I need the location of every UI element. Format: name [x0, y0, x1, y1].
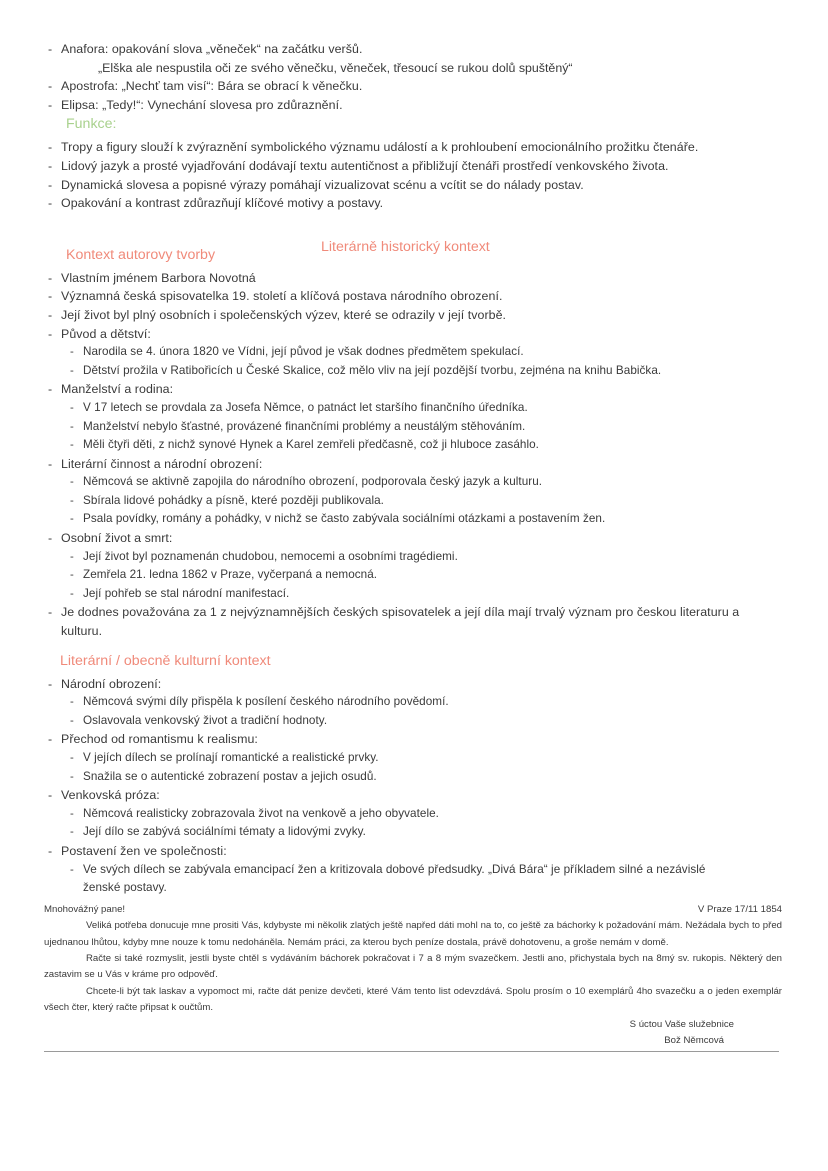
bullet-dash: - — [48, 456, 53, 471]
list-item-text: Němcová svými díly přispěla k posílení českého národního povědomí. — [83, 695, 449, 709]
bullet-dash: - — [70, 439, 74, 452]
bullet-dash: - — [70, 807, 74, 820]
list-item-text: Venkovská próza: — [61, 788, 160, 803]
verse-quote: „Elška ale nespustila oči ze svého věnečku, věneček, třesoucí se rukou dolů spuštěný“ — [98, 60, 573, 75]
list-item — [40, 675, 788, 694]
bullet-dash: - — [70, 770, 74, 783]
list-item-text: Ve svých dílech se zabývala emancipací žen a kritizovala dobové předsudky. „Divá Bára“ je příkladem silné a nezávislé ženské postavy. — [83, 862, 706, 895]
letter-paragraph: Veliká potřeba donucuje mne prositi Vás, kdybyste mi několik zlatých ještě napřed dáti mohl na to, co ještě za báchorky k požadování mám. Nežádala bych to před ujednanou lhůtou, kdyby mne nouze k tomu nedoháněla. Nemám práci, za kterou bych peníze dostala, právě dohotovenu, a groše nemám v domě. — [44, 920, 782, 948]
heading-kontext-autorovy-tvorby: Kontext autorovy tvorby — [66, 246, 216, 263]
list-item — [40, 40, 788, 59]
list-item — [40, 548, 788, 567]
list-item-text: Elipsa: „Tedy!“: Vynechání slovesa pro zdůraznění. — [61, 97, 343, 112]
bullet-dash: - — [70, 346, 74, 359]
list-item-text: Osobní život a smrt: — [61, 531, 173, 546]
list-item — [40, 455, 788, 474]
bullet-dash: - — [48, 42, 53, 56]
bullet-dash: - — [48, 326, 53, 341]
list-item-text: Měli čtyři děti, z nichž synové Hynek a Karel zemřeli předčasně, což ji hluboce zasáhlo. — [83, 438, 539, 452]
list-item — [40, 194, 788, 213]
list-item — [40, 138, 788, 157]
list-item-text: Anafora: opakování slova „věneček“ na začátku veršů. — [61, 42, 363, 56]
list-item — [40, 842, 788, 861]
list-item — [40, 343, 788, 362]
bullet-dash: - — [70, 826, 74, 839]
cultural-context-list — [40, 675, 788, 898]
list-item-text: Je dodnes považována za 1 z nejvýznamnějších českých spisovatelek a její díla mají trvalý význam pro českou literaturu a kulturu. — [61, 605, 740, 639]
list-item — [40, 823, 788, 842]
bullet-dash: - — [48, 843, 53, 858]
bullet-dash: - — [70, 714, 74, 727]
list-item — [40, 712, 788, 731]
letter-signature: Bož Němcová — [664, 1035, 724, 1046]
list-item-text: Lidový jazyk a prosté vyjadřování dodávají textu autentičnost a přibližují čtenáři prostředí venkovského života. — [61, 158, 669, 173]
list-item-text: Přechod od romantismu k realismu: — [61, 732, 258, 747]
bullet-dash: - — [70, 752, 74, 764]
bullet-dash: - — [70, 476, 74, 489]
bullet-dash: - — [48, 788, 53, 803]
list-item — [40, 418, 788, 437]
bullet-dash: - — [70, 696, 74, 709]
bullet-dash: - — [48, 676, 53, 691]
list-item — [40, 157, 788, 176]
bullet-dash: - — [48, 732, 53, 747]
list-item — [40, 529, 788, 548]
list-item-text: Dětství prožila v Ratibořicích u České Skalice, což mělo vliv na její pozdější tvorbu, zejména na knihu Babička. — [83, 363, 662, 377]
context-headings — [40, 237, 788, 265]
list-item — [40, 176, 788, 195]
list-item-text: Snažila se o autentické zobrazení postav a jejich osudů. — [83, 769, 377, 783]
list-item-text: Národní obrození: — [61, 676, 162, 691]
list-item — [40, 492, 788, 511]
letter-place-date: V Praze 17/11 1854 — [697, 903, 782, 915]
list-item-text: V 17 letech se provdala za Josefa Němce, o patnáct let staršího finančního úředníka. — [83, 400, 528, 414]
list-item — [40, 730, 788, 749]
list-item-text: Tropy a figury slouží k zvýraznění symbolického významu událostí a k prohloubení emocionálního prožitku čtenáře. — [61, 140, 699, 155]
letter-closing: S úctou Vaše služebnice — [629, 1018, 734, 1030]
heading-literarne-historicky-kontext: Literárně historický kontext — [321, 238, 490, 255]
heading-literarni-obecne-kulturni-kontext: Literární / obecně kulturní kontext — [60, 652, 271, 669]
list-item-text: Narodila se 4. února 1820 ve Vídni, její původ je však dodnes předmětem spekulací. — [83, 345, 524, 359]
list-item — [40, 287, 788, 306]
list-item — [40, 325, 788, 344]
section-heading-funkce: Funkce: — [66, 116, 117, 133]
bullet-dash: - — [70, 587, 74, 600]
list-item — [40, 306, 788, 325]
bullet-dash: - — [48, 97, 53, 112]
list-item-text: Manželství nebylo šťastné, provázené finančními problémy a neustálým stěhováním. — [83, 419, 526, 433]
list-item — [40, 861, 788, 898]
bullet-dash: - — [70, 513, 74, 526]
bullet-dash: - — [70, 401, 74, 414]
list-item-text: Zemřela 21. ledna 1862 v Praze, vyčerpaná a nemocná. — [83, 568, 378, 582]
author-context-list — [40, 269, 788, 641]
bullet-dash: - — [48, 270, 53, 285]
list-item — [40, 473, 788, 492]
bullet-dash: - — [70, 550, 74, 563]
list-item-text: Její život byl poznamenán chudobou, nemocemi a osobními tragédiemi. — [83, 549, 458, 563]
bullet-dash: - — [70, 863, 74, 876]
list-item — [40, 768, 788, 787]
list-item — [40, 399, 788, 418]
list-item-text: Manželství a rodina: — [61, 382, 174, 397]
letter-block — [40, 902, 788, 1053]
list-item — [40, 749, 788, 768]
funkce-list — [40, 138, 788, 212]
bullet-dash: - — [48, 196, 53, 211]
letter-paragraph: Račte si také rozmyslit, jestli byste chtěl s vydáváním báchorek pokračovat i 7 a 8 mým svazečkem. Jestli ano, přichystala bych na 8mý sv. rukopis. Některý den zastavim se u Vás v kráme pro odpověď. — [44, 952, 782, 981]
list-item — [40, 805, 788, 824]
list-item — [40, 693, 788, 712]
list-item-text: Opakování a kontrast zdůrazňují klíčové motivy a postavy. — [61, 196, 384, 211]
list-item-text: Její dílo se zabývá sociálními tématy a lidovými zvyky. — [83, 825, 366, 839]
list-item — [40, 603, 788, 640]
list-item — [40, 436, 788, 455]
bullet-dash: - — [48, 382, 53, 397]
bullet-dash: - — [48, 289, 53, 304]
bullet-dash: - — [70, 494, 74, 507]
list-item-text: Její pohřeb se stal národní manifestací. — [83, 586, 290, 600]
top-section — [40, 40, 788, 114]
list-item — [40, 786, 788, 805]
list-item-text: V jejích dílech se prolínají romantické a realistické prvky. — [83, 751, 379, 764]
list-item-text: Literární činnost a národní obrození: — [61, 456, 263, 471]
letter-paragraph: Chcete-li být tak laskav a vypomoct mi, račte dát penize devčeti, které Vám tento list odevzdává. Spolu prosím o 10 exemplárů 4ho svazečku a o jeden exemplár všech čter, který račte připsat k oučtům. — [44, 985, 782, 1014]
bullet-dash: - — [70, 364, 74, 377]
letter-header — [44, 902, 782, 918]
letter-salutation: Mnohovážný pane! — [44, 903, 126, 915]
list-item — [40, 585, 788, 604]
bullet-dash: - — [48, 177, 53, 192]
bullet-dash: - — [70, 420, 74, 433]
list-item-text: Původ a dětství: — [61, 326, 151, 341]
list-item — [40, 510, 788, 529]
list-item-text: Sbírala lidové pohádky a písně, které později publikovala. — [83, 493, 384, 507]
list-item-text: Významná česká spisovatelka 19. století a klíčová postava národního obrození. — [61, 289, 503, 304]
list-item — [40, 380, 788, 399]
list-item-text: Její život byl plný osobních i společenských výzev, které se odrazily v její tvorbě. — [61, 307, 507, 322]
list-item-text: Dynamická slovesa a popisné výrazy pomáhají vizualizovat scénu a vcítit se do nálady postav. — [61, 177, 584, 192]
bullet-dash: - — [48, 140, 53, 155]
list-item — [40, 269, 788, 288]
list-item-text: Oslavovala venkovský život a tradiční hodnoty. — [83, 713, 328, 727]
list-item-text: Němcová se aktivně zapojila do národního obrození, podporovala český jazyk a kulturu. — [83, 475, 543, 489]
bullet-dash: - — [70, 569, 74, 582]
footer-divider — [44, 1051, 779, 1052]
list-item — [40, 77, 788, 96]
list-item-text: Postavení žen ve společnosti: — [61, 843, 227, 858]
list-item-text: Psala povídky, romány a pohádky, v nichž se často zabývala sociálními otázkami a postavením žen. — [83, 512, 606, 526]
list-item-text: Apostrofa: „Nechť tam visí“: Bára se obrací k věnečku. — [61, 79, 363, 94]
bullet-dash: - — [48, 158, 53, 173]
list-item-text: Němcová realisticky zobrazovala život na venkově a jeho obyvatele. — [83, 806, 439, 820]
bullet-dash: - — [48, 531, 53, 546]
bullet-dash: - — [48, 79, 53, 94]
bullet-dash: - — [48, 605, 53, 620]
list-item — [40, 362, 788, 381]
list-item — [40, 566, 788, 585]
list-item-text: Vlastním jménem Barbora Novotná — [61, 270, 256, 285]
list-item — [40, 96, 788, 115]
bullet-dash: - — [48, 307, 53, 322]
